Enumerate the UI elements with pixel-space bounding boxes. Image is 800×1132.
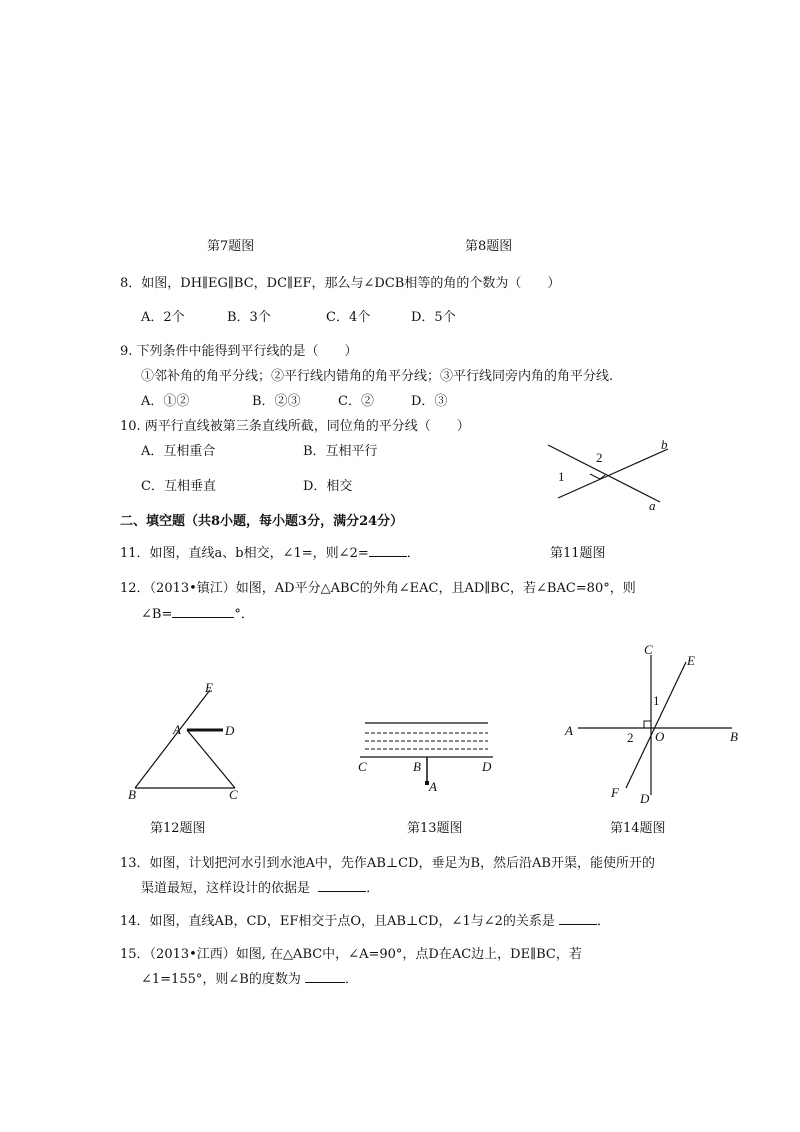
q10-option-b: B．互相平行 xyxy=(303,444,378,459)
fig13-label-c: C xyxy=(358,759,367,774)
q9-option-c: C．② xyxy=(338,394,374,409)
q12-line1: 12．（2013•镇江）如图，AD平分△ABC的外角∠EAC，且AD∥BC，若∠BAC=80°，则 xyxy=(120,581,636,596)
q11-answer-blank[interactable] xyxy=(369,556,407,557)
q14-text xyxy=(120,915,610,928)
q14-suffix: ． xyxy=(597,914,611,929)
q12-answer-blank[interactable] xyxy=(172,617,234,618)
fig14-label-e: E xyxy=(687,653,695,668)
section2-heading: 二、填空题（共8小题，每小题3分，满分24分） xyxy=(120,514,404,529)
fig12-label-d: D xyxy=(225,723,235,738)
fig11-line-b-label: b xyxy=(661,437,668,452)
q15-suffix: ． xyxy=(344,972,358,987)
fig11-angle1-label: 1 xyxy=(558,469,565,484)
fig14-angle2-label: 2 xyxy=(627,730,634,745)
q9-option-d: D．③ xyxy=(411,394,448,409)
fig11-angle2-label: 2 xyxy=(596,450,603,465)
fig14-label-a: A xyxy=(565,723,573,738)
fig12-label-e: E xyxy=(205,680,213,695)
q9-option-b: B．②③ xyxy=(252,394,301,409)
q10-option-c: C．互相垂直 xyxy=(141,479,216,494)
fig12-diagram xyxy=(125,680,250,805)
q10-option-a: A．互相重合 xyxy=(141,444,216,459)
fig14-label-o: O xyxy=(655,729,665,744)
fig13-label-b: B xyxy=(413,759,421,774)
fig12-label-a: A xyxy=(173,722,181,737)
q8-option-d: D．5个 xyxy=(411,310,456,325)
q8-option-a: A．2个 xyxy=(141,310,185,325)
fig14-label-c: C xyxy=(644,642,653,657)
fig13-label-d: D xyxy=(482,759,492,774)
q11-suffix: ． xyxy=(406,546,420,561)
fig8-caption: 第8题图 xyxy=(465,239,513,254)
q15-line2 xyxy=(141,973,358,986)
q8-stem: 8．如图，DH∥EG∥BC，DC∥EF，那么与∠DCB相等的角的个数为（ ） xyxy=(120,276,561,291)
fig14-diagram xyxy=(560,640,750,810)
fig14-label-f: F xyxy=(611,785,619,800)
fig12-caption: 第12题图 xyxy=(150,821,206,836)
fig11-diagram xyxy=(540,435,680,520)
q15-line1: 15．（2013•江西）如图, 在△ABC中，∠A=90°，点D在AC边上，DE∥BC，若 xyxy=(120,947,582,962)
fig14-angle1-label: 1 xyxy=(653,693,660,708)
q11-text xyxy=(120,547,420,560)
fig12-label-c: C xyxy=(229,787,238,802)
q14-prefix: 14．如图，直线AB，CD，EF相交于点O，且AB⊥CD，∠1与∠2的关系是 xyxy=(120,914,555,929)
q8-option-b: B．3个 xyxy=(227,310,271,325)
fig13-label-a: A xyxy=(429,779,437,794)
q11-prefix: 11．如图，直线a、b相交，∠1=，则∠2= xyxy=(120,546,369,561)
q15-answer-blank[interactable] xyxy=(305,982,345,983)
fig14-caption: 第14题图 xyxy=(610,821,666,836)
q14-answer-blank[interactable] xyxy=(559,924,597,925)
q13-line1: 13．如图，计划把河水引到水池A中，先作AB⊥CD，垂足为B，然后沿AB开渠，能使所开的 xyxy=(120,856,655,871)
fig11-caption: 第11题图 xyxy=(550,546,606,561)
fig12-label-b: B xyxy=(128,787,136,802)
q9-stem: 9. 下列条件中能得到平行线的是（ ） xyxy=(120,344,358,359)
q10-stem: 10. 两平行直线被第三条直线所截，同位角的平分线（ ） xyxy=(120,419,470,434)
q9-conditions: ①邻补角的角平分线；②平行线内错角的角平分线；③平行线同旁内角的角平分线. xyxy=(141,369,614,384)
q13-suffix: ． xyxy=(366,881,380,896)
fig11-line-a-label: a xyxy=(649,498,656,513)
q12-line2 xyxy=(141,608,254,621)
q9-option-a: A．①② xyxy=(141,394,190,409)
q13-prefix: 渠道最短，这样设计的依据是 xyxy=(141,881,311,896)
q10-option-d: D．相交 xyxy=(303,479,353,494)
q8-option-c: C．4个 xyxy=(326,310,371,325)
fig14-label-b: B xyxy=(730,729,738,744)
q12-suffix: °． xyxy=(234,607,254,622)
fig7-caption: 第7题图 xyxy=(207,239,255,254)
fig13-diagram xyxy=(355,715,500,800)
q15-prefix: ∠1=155°，则∠B的度数为 xyxy=(141,972,301,987)
q12-prefix: ∠B= xyxy=(141,607,173,622)
q13-line2 xyxy=(141,882,379,895)
fig13-caption: 第13题图 xyxy=(407,821,463,836)
fig14-label-d: D xyxy=(640,791,650,806)
q13-answer-blank[interactable] xyxy=(318,891,366,892)
